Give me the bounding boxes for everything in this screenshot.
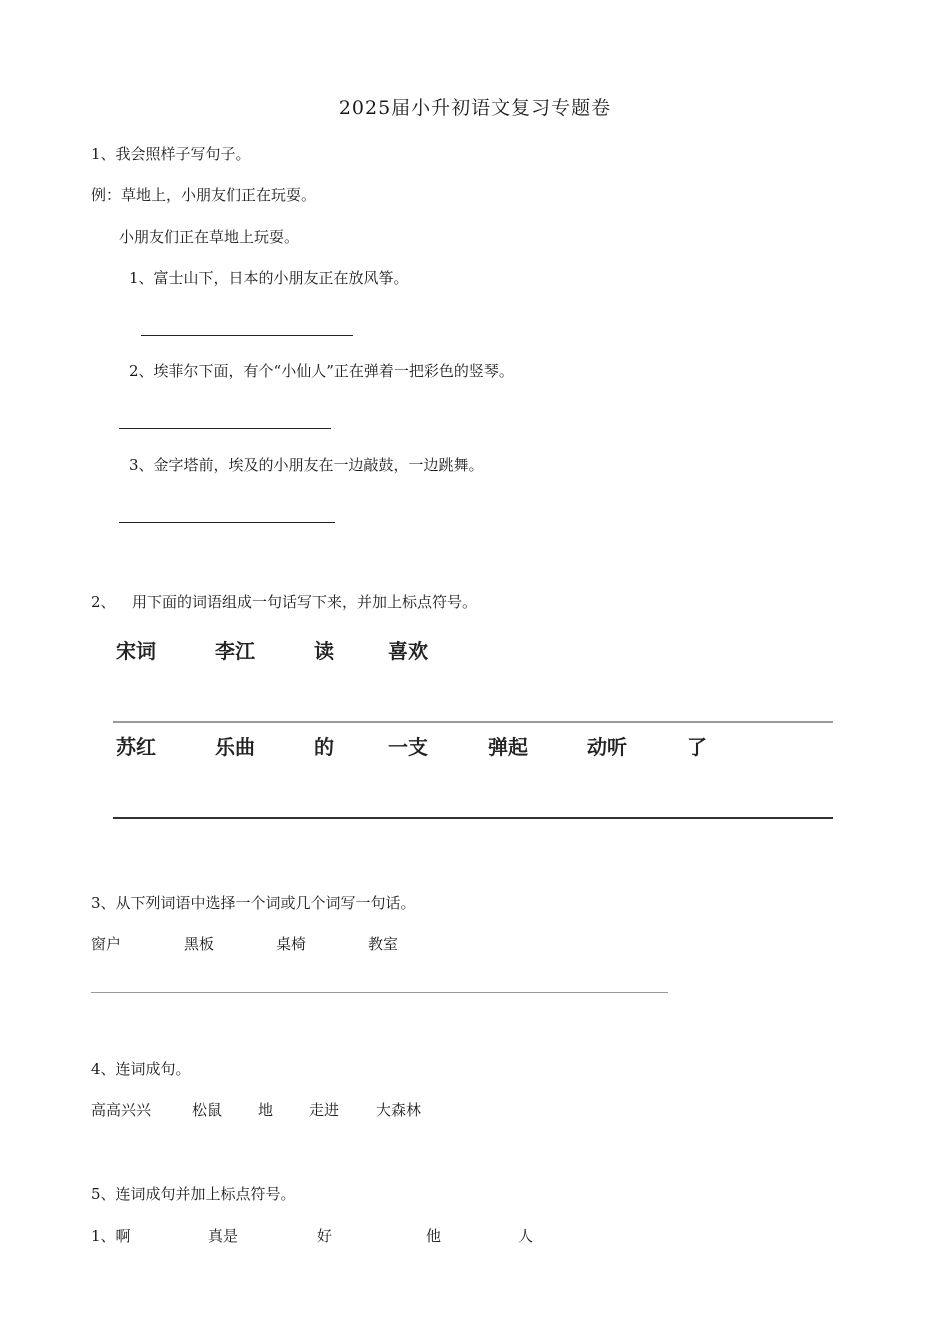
q3-answer-line [91, 992, 668, 993]
word: 大森林 [376, 1101, 422, 1119]
word: 1、啊 [91, 1227, 131, 1245]
q1-answer-line-2 [119, 428, 331, 429]
word: 桌椅 [276, 935, 307, 953]
q1-example-2: 小朋友们正在草地上玩耍。 [119, 228, 300, 246]
word-chip: 弹起 [488, 735, 528, 759]
q1-item-1: 1、富士山下，日本的小朋友正在放风筝。 [129, 269, 409, 287]
word: 松鼠 [192, 1101, 223, 1119]
word: 黑板 [184, 935, 215, 953]
q1-item-3: 3、金字塔前，埃及的小朋友在一边敲鼓，一边跳舞。 [129, 456, 484, 474]
q4-heading: 4、连词成句。 [91, 1060, 191, 1078]
word-chip: 乐曲 [215, 735, 255, 759]
word-chip: 喜欢 [388, 639, 428, 663]
word-chip: 苏红 [116, 735, 156, 759]
word: 人 [518, 1227, 534, 1245]
word-chip: 一支 [388, 735, 428, 759]
q1-answer-line-3 [119, 522, 335, 523]
word-chip: 的 [314, 735, 334, 759]
word: 高高兴兴 [91, 1101, 152, 1119]
q2-answer-line-2 [113, 817, 833, 819]
word-chip: 了 [687, 735, 707, 759]
word: 他 [426, 1227, 442, 1245]
word: 走进 [309, 1101, 340, 1119]
word: 窗户 [91, 935, 122, 953]
word: 地 [258, 1101, 274, 1119]
q1-example-1: 例：草地上，小朋友们正在玩耍。 [91, 186, 317, 204]
q3-heading: 3、从下列词语中选择一个词或几个词写一句话。 [91, 894, 416, 912]
word-chip: 动听 [587, 735, 627, 759]
page-title: 2025届小升初语文复习专题卷 [338, 97, 612, 119]
q2-answer-line-1 [113, 721, 833, 723]
word-chip: 读 [314, 639, 334, 663]
word: 好 [317, 1227, 333, 1245]
q2-heading: 用下面的词语组成一句话写下来，并加上标点符号。 [132, 593, 478, 611]
word: 教室 [368, 935, 399, 953]
q1-answer-line-1 [141, 335, 353, 336]
word: 真是 [208, 1227, 239, 1245]
word-chip: 李江 [215, 639, 255, 663]
q2-number: 2、 [91, 593, 116, 611]
q1-heading: 1、我会照样子写句子。 [91, 145, 251, 163]
word-chip: 宋词 [116, 639, 156, 663]
q1-item-2: 2、埃菲尔下面，有个“小仙人”正在弹着一把彩色的竖琴。 [129, 362, 514, 380]
q5-heading: 5、连词成句并加上标点符号。 [91, 1185, 296, 1203]
